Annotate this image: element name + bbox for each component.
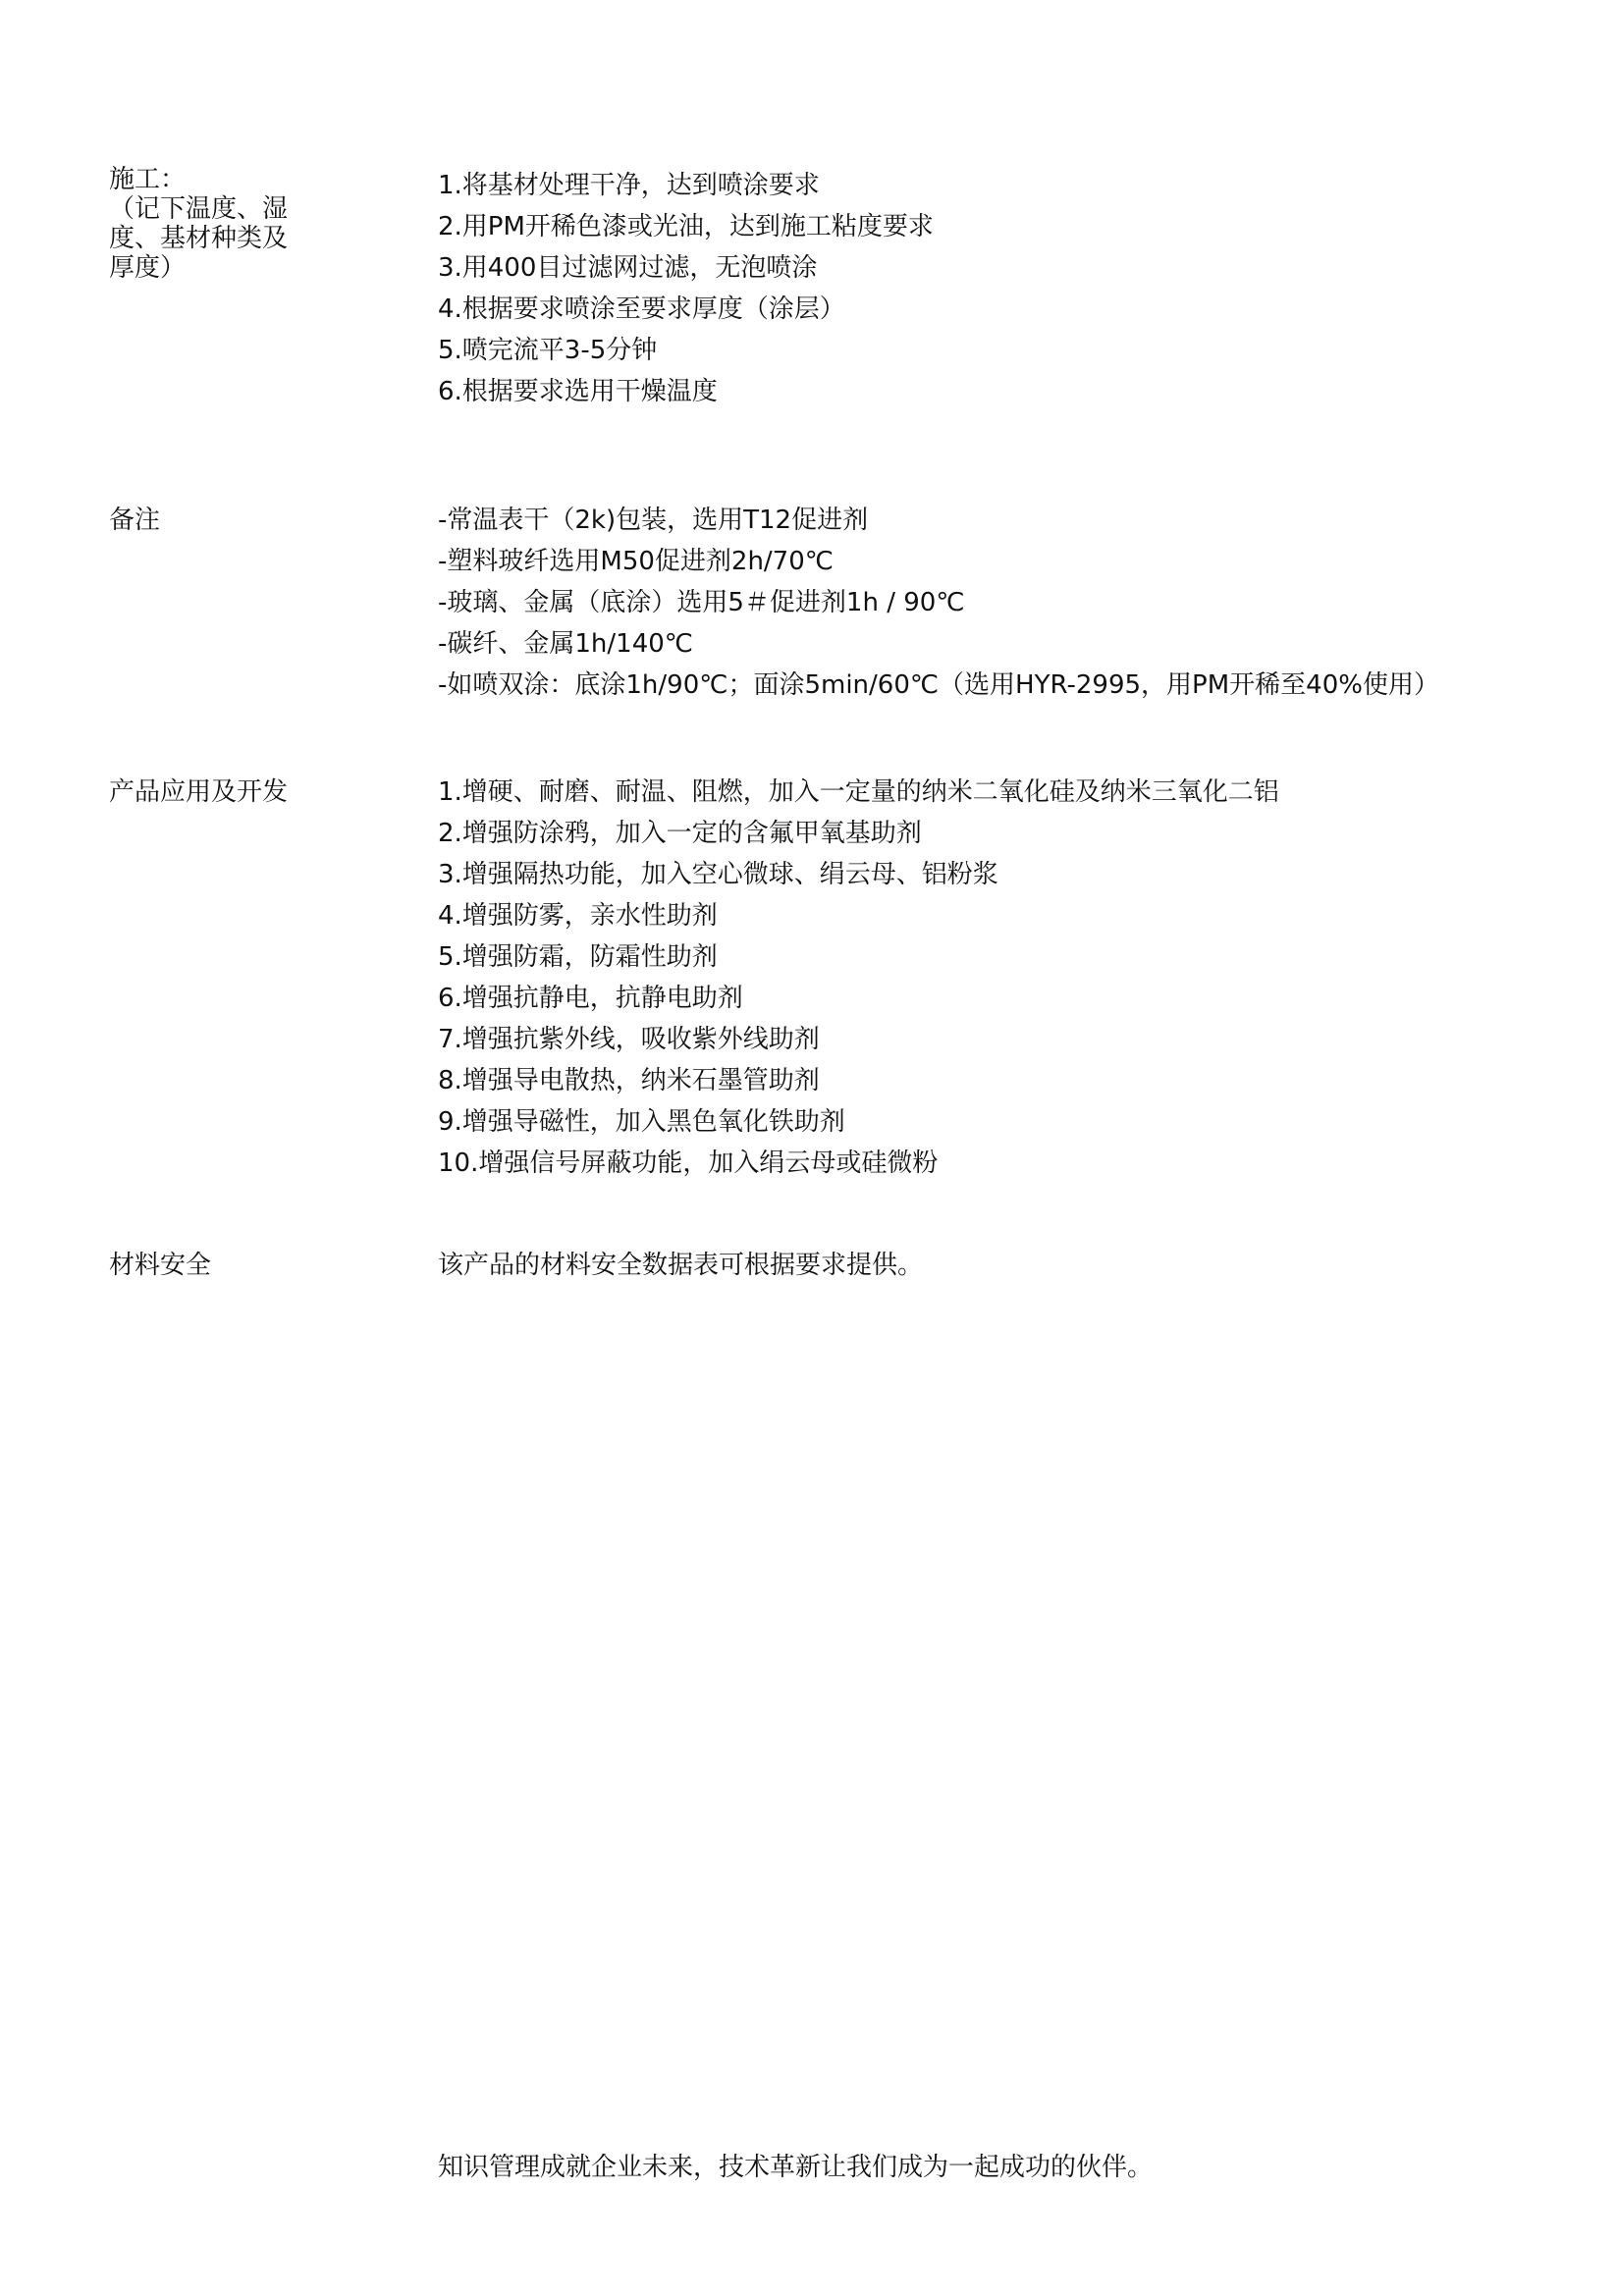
list-item: 2.用PM开稀色漆或光油，达到施工粘度要求 xyxy=(438,212,934,241)
section-items xyxy=(438,772,1557,1184)
page-footer: 知识管理成就企业未来，技术革新让我们成为一起成功的伙伴。 xyxy=(438,2153,1154,2182)
section-items xyxy=(438,500,1557,706)
section-label xyxy=(109,165,335,283)
list-item: -塑料玻纤选用M50促进剂2h/70℃ xyxy=(438,547,834,576)
list-item: 4.根据要求喷涂至要求厚度（涂层） xyxy=(438,294,845,324)
list-item: 9.增强导磁性，加入黑色氧化铁助剂 xyxy=(438,1107,845,1137)
list-item: 2.增强防涂鸦，加入一定的含氟甲氧基助剂 xyxy=(438,819,922,848)
list-item: -如喷双涂：底涂1h/90℃；面涂5min/60℃（选用HYR-2995，用PM开稀至40%使用） xyxy=(438,670,1439,700)
section-label xyxy=(109,777,335,807)
list-item: 8.增强导电散热，纳米石墨管助剂 xyxy=(438,1066,820,1095)
list-item: 该产品的材料安全数据表可根据要求提供。 xyxy=(438,1251,924,1280)
list-item: 10.增强信号屏蔽功能，加入绢云母或硅微粉 xyxy=(438,1148,939,1178)
label-line: 产品应用及开发 xyxy=(109,777,289,807)
label-line: 材料安全 xyxy=(109,1251,212,1280)
list-item: 6.根据要求选用干燥温度 xyxy=(438,377,718,406)
list-item: -常温表干（2k)包装，选用T12促进剂 xyxy=(438,506,869,535)
list-item: 6.增强抗静电，抗静电助剂 xyxy=(438,984,743,1013)
list-item: 3.增强隔热功能，加入空心微球、绢云母、铝粉浆 xyxy=(438,860,998,889)
list-item: 4.增强防雾，亲水性助剂 xyxy=(438,901,718,931)
label-line: 度、基材种类及 xyxy=(109,224,289,253)
list-item: 5.喷完流平3-5分钟 xyxy=(438,336,658,365)
label-line: 厚度） xyxy=(109,253,187,283)
list-item: 1.将基材处理干净，达到喷涂要求 xyxy=(438,171,820,200)
list-item: 1.增硬、耐磨、耐温、阻燃，加入一定量的纳米二氧化硅及纳米三氧化二铝 xyxy=(438,777,1279,807)
section-items xyxy=(438,165,1557,412)
list-item: 7.增强抗紫外线，吸收紫外线助剂 xyxy=(438,1025,820,1054)
label-line: 施工： xyxy=(109,165,187,194)
list-item: 3.用400目过滤网过滤，无泡喷涂 xyxy=(438,253,818,283)
list-item: 5.增强防霜，防霜性助剂 xyxy=(438,942,718,972)
label-line: 备注 xyxy=(109,506,161,535)
label-line: （记下温度、湿 xyxy=(109,194,289,224)
section-label xyxy=(109,506,335,535)
list-item: -碳纤、金属1h/140℃ xyxy=(438,629,693,659)
list-item: -玻璃、金属（底涂）选用5＃促进剂1h / 90℃ xyxy=(438,588,965,617)
section-items xyxy=(438,1245,1557,1286)
section-label xyxy=(109,1251,335,1280)
